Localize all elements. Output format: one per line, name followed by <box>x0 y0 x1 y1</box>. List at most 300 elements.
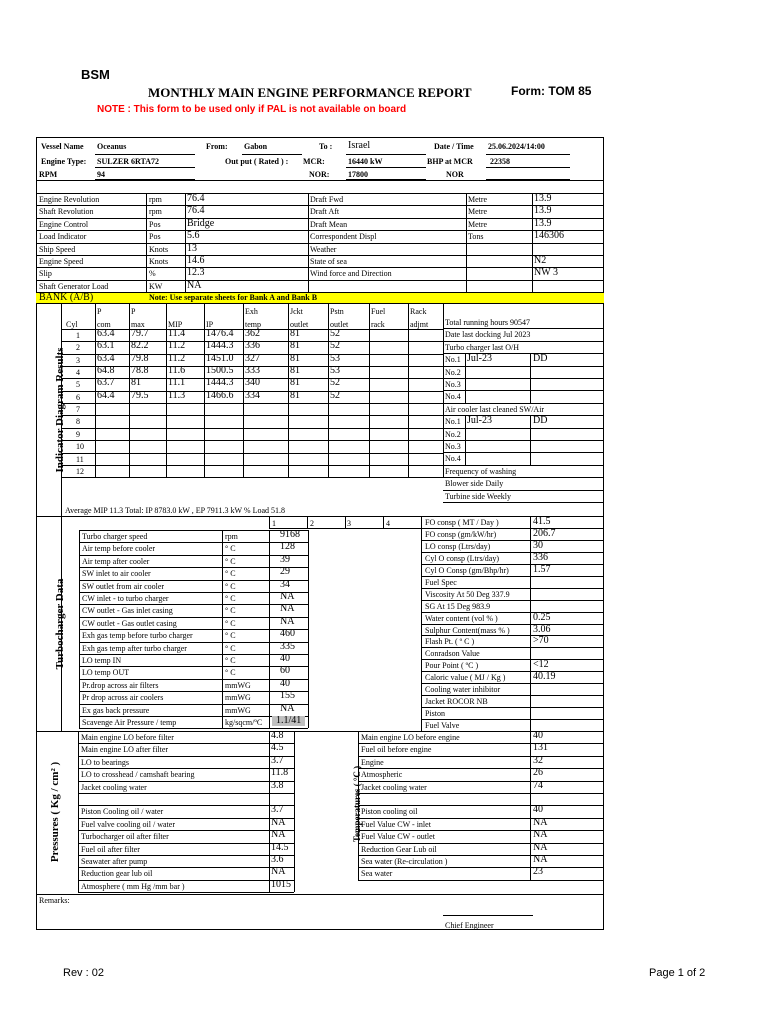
rpm-value: 94 <box>97 170 105 179</box>
to-port: Israel <box>348 140 371 151</box>
param-label: Load Indicator <box>39 232 87 242</box>
cylinder-value: 79.7 <box>131 328 149 339</box>
param-label: Correspondent Displ <box>310 232 377 242</box>
turbo-param-unit: ° C <box>225 581 236 591</box>
turbo-param-label: Ex gas back pressure <box>82 705 150 715</box>
fuel-value: 3.06 <box>533 623 551 635</box>
param-label: Ship Speed <box>39 244 76 254</box>
turbo-param-unit: ° C <box>225 606 236 616</box>
param-value: N2 <box>534 255 547 266</box>
grid-line <box>79 555 308 556</box>
indicator-header: P <box>131 307 136 316</box>
cylinder-value: 63.1 <box>97 340 115 352</box>
pressure-label: Reduction gear lub oil <box>81 869 153 879</box>
grid-line <box>443 440 604 441</box>
grid-line <box>79 530 80 728</box>
param-unit: rpm <box>149 195 162 204</box>
param-value: NW 3 <box>534 267 558 279</box>
pressure-value: 4.5 <box>271 742 284 754</box>
pressures-side-label: Pressures ( Kg / cm² ) <box>49 761 61 862</box>
cylinder-value: 11.6 <box>168 365 186 377</box>
cylinder-value: 52 <box>330 377 340 389</box>
tc-number: 1 <box>272 519 276 528</box>
param-label: State of sea <box>310 257 347 266</box>
tc-number: 4 <box>386 519 390 528</box>
indicator-header: Jckt <box>290 307 303 316</box>
cylinder-value: 340 <box>245 377 260 389</box>
param-label: Weather <box>310 244 337 254</box>
pressure-label: Fuel oil after filter <box>81 844 140 854</box>
grid-line <box>358 781 604 782</box>
cylinder-value: 53 <box>330 352 340 364</box>
fuel-label: Cyl O Consp (gm/Bhp/hr) <box>425 565 509 575</box>
grid-line <box>421 659 604 660</box>
turbo-param-value: 34 <box>280 578 290 590</box>
cylinder-value: 79.8 <box>131 352 149 364</box>
grid-line <box>443 465 604 466</box>
grid-line <box>358 805 604 806</box>
chief-engineer-label: Chief Engineer <box>445 921 494 930</box>
param-unit: Metre <box>468 219 488 229</box>
cylinder-value: 11.4 <box>168 328 186 339</box>
maintenance-item: No.1 <box>445 355 461 365</box>
turbo-param-unit: ° C <box>225 544 236 554</box>
pressure-value: 3.7 <box>271 754 284 766</box>
maintenance-item: No.1 <box>445 417 461 427</box>
turbo-param-label: CW outlet - Gas outlet casing <box>82 618 177 628</box>
grid-line <box>421 719 604 720</box>
company-name: BSM <box>81 67 110 82</box>
grid-line <box>222 530 223 728</box>
temperature-label: Jacket cooling water <box>361 782 427 792</box>
maintenance-item: Date last docking Jul 2023 <box>445 330 531 340</box>
cylinder-number: 5 <box>76 380 80 390</box>
grid-line <box>358 793 604 794</box>
grid-line <box>79 679 308 680</box>
grid-line <box>79 704 308 705</box>
cylinder-value: 81 <box>290 328 300 339</box>
bhp-label: BHP at MCR <box>427 157 473 166</box>
turbo-param-value: 60 <box>280 665 290 677</box>
pressure-value: 4.8 <box>271 730 284 741</box>
indicator-header: outlet <box>290 320 309 329</box>
temperature-value: NA <box>533 829 548 841</box>
turbo-param-unit: ° C <box>225 668 236 678</box>
cylinder-value: 81 <box>290 365 300 377</box>
grid-line <box>79 567 308 568</box>
turbo-param-unit: ° C <box>225 556 236 566</box>
cylinder-value: 63.4 <box>97 328 115 339</box>
cylinder-value: 63.4 <box>97 352 115 364</box>
grid-line <box>443 452 604 453</box>
nor-label: NOR: <box>309 170 330 179</box>
param-value: 13 <box>187 242 197 254</box>
cylinder-value: 362 <box>245 328 260 339</box>
param-value: NA <box>187 279 202 291</box>
param-unit: Metre <box>468 207 488 217</box>
fuel-value: <12 <box>533 659 549 671</box>
maintenance-item: Turbo charger last O/H <box>445 342 519 352</box>
grid-line <box>358 756 604 757</box>
cylinder-value: 11.1 <box>168 377 186 389</box>
grid-line <box>36 193 604 194</box>
grid-line <box>269 731 270 892</box>
grid-line <box>358 743 604 744</box>
temperature-value: 23 <box>533 866 543 878</box>
grid-line <box>294 731 295 892</box>
grid-line <box>421 528 604 529</box>
revision: Rev : 02 <box>63 967 104 979</box>
cylinder-value: 52 <box>330 389 340 401</box>
fuel-value: 0.25 <box>533 611 551 623</box>
fuel-value: 1.57 <box>533 563 551 575</box>
cylinder-number: 7 <box>76 405 80 415</box>
turbo-param-unit: ° C <box>225 569 236 579</box>
param-value: 13.9 <box>534 205 552 217</box>
cylinder-value: 1451.0 <box>206 352 234 364</box>
fuel-label: Fuel Valve <box>425 721 460 731</box>
datetime-label: Date / Time <box>434 142 474 151</box>
turbo-param-unit: mmWG <box>225 693 251 703</box>
maintenance-item: No.3 <box>445 442 461 451</box>
grid-line <box>36 255 604 256</box>
grid-line <box>78 843 294 844</box>
grid-line <box>421 683 604 684</box>
form-number: Form: TOM 85 <box>511 84 592 98</box>
fuel-label: Sulphur Content(mass % ) <box>425 625 510 635</box>
indicator-header: P <box>97 307 102 316</box>
fuel-label: SG At 15 Deg 983.9 <box>425 601 491 611</box>
grid-line <box>61 453 443 454</box>
fuel-value: 30 <box>533 539 543 551</box>
pressure-value: 3.8 <box>271 779 284 791</box>
turbo-param-label: CW outlet - Gas inlet casing <box>82 606 173 616</box>
param-unit: Knots <box>149 244 169 254</box>
pressure-value: 3.6 <box>271 854 284 865</box>
param-value: 13.9 <box>534 217 552 229</box>
grid-line <box>269 530 270 728</box>
cylinder-value: 52 <box>330 328 340 339</box>
grid-line <box>146 193 147 292</box>
fuel-label: Cooling water inhibitor <box>425 685 501 695</box>
grid-line <box>61 415 443 416</box>
param-label: Engine Control <box>39 219 89 229</box>
grid-line <box>443 341 604 342</box>
cylinder-value: 1444.3 <box>206 340 234 352</box>
param-label: Slip <box>39 269 52 279</box>
param-label: Draft Aft <box>310 207 340 217</box>
turbo-param-unit: ° C <box>225 643 236 653</box>
turbo-param-label: Scavenge Air Pressure / temp <box>82 718 177 727</box>
cylinder-value: 81 <box>290 389 300 401</box>
report-title: MONTHLY MAIN ENGINE PERFORMANCE REPORT <box>148 85 472 100</box>
note-text: NOTE : This form to be used only if PAL is not available on board <box>97 104 407 115</box>
fuel-value: 336 <box>533 551 548 563</box>
param-label: Draft Mean <box>310 219 348 229</box>
indicator-header: Pstn <box>330 307 344 316</box>
indicator-header: Rack <box>410 307 427 316</box>
maintenance-date: Jul-23 <box>467 415 492 427</box>
cylinder-value: 11.2 <box>168 340 186 352</box>
param-label: Engine Revolution <box>39 195 100 204</box>
pressure-label: Fuel valve cooling oil / water <box>81 819 175 829</box>
pressure-value: 14.5 <box>271 841 289 853</box>
temperature-label: Piston cooling oil <box>361 807 418 817</box>
param-value: 12.3 <box>187 267 205 279</box>
page-number: Page 1 of 2 <box>649 967 706 979</box>
pressure-label: Turbocharger oil after filter <box>81 832 169 842</box>
grid-line <box>307 516 308 528</box>
turbo-param-value: 335 <box>280 640 295 652</box>
to-label: To : <box>319 142 333 151</box>
grid-line <box>421 612 604 613</box>
grid-line <box>421 635 604 636</box>
temperature-label: Sea water <box>361 869 393 879</box>
grid-line <box>79 654 308 655</box>
grid-line <box>78 756 294 757</box>
grid-line <box>443 366 604 367</box>
turbo-param-label: Air temp before cooler <box>82 544 156 554</box>
grid-line <box>358 818 604 819</box>
temperature-value: NA <box>533 841 548 853</box>
grid-line <box>78 855 294 856</box>
maintenance-item: No.2 <box>445 429 461 439</box>
fuel-label: Jacket ROCOR NB <box>425 697 488 707</box>
cylinder-value: 1444.3 <box>206 377 234 389</box>
grid-line <box>466 193 467 292</box>
grid-line <box>443 428 604 429</box>
temperature-label: Reduction Gear Lub oil <box>361 844 437 854</box>
param-value: 14.6 <box>187 255 205 266</box>
indicator-header: max <box>131 320 145 329</box>
maintenance-type: DD <box>533 415 548 427</box>
rpm-label: RPM <box>39 170 58 179</box>
grid-line <box>79 592 308 593</box>
cylinder-value: 327 <box>245 352 260 364</box>
indicator-side-label: Indicator Diagram Results <box>54 347 66 473</box>
grid-line <box>61 465 443 466</box>
grid-line <box>443 378 604 379</box>
pressure-label: LO to crosshead / camshaft bearing <box>81 770 195 780</box>
bank-label: BANK (A/B) <box>39 292 94 303</box>
indicator-header: outlet <box>330 320 349 329</box>
average-summary: Average MIP 11.3 Total: IP 8783.0 kW , EP 7911.3 kW % Load 51.8 <box>65 506 286 515</box>
cylinder-value: 336 <box>245 340 260 352</box>
pressure-label: Atmosphere ( mm Hg /mm bar ) <box>81 881 185 891</box>
turbo-param-unit: mmWG <box>225 680 251 690</box>
tc-number: 3 <box>347 519 351 528</box>
fuel-value: >70 <box>533 635 549 647</box>
turbo-param-label: Air temp after cooler <box>82 556 150 566</box>
grid-line <box>421 552 604 553</box>
grid-line <box>358 855 604 856</box>
pressure-value: 3.7 <box>271 804 284 816</box>
pressure-value: 11.8 <box>271 767 289 779</box>
maintenance-item: Frequency of washing <box>445 466 517 476</box>
fuel-label: Flash Pt. ( º C ) <box>425 637 475 647</box>
turbo-param-unit: rpm <box>225 532 238 541</box>
param-unit: rpm <box>149 207 162 217</box>
maintenance-item: Air cooler last cleaned SW/Air <box>445 404 545 414</box>
cylinder-value: 78.8 <box>131 365 149 377</box>
bank-note: Note: Use separate sheets for Bank A and Bank B <box>149 293 318 302</box>
fuel-label: LO consp (Ltrs/day) <box>425 541 491 551</box>
fuel-label: Viscosity At 50 Deg 337.9 <box>425 589 510 599</box>
cylinder-number: 10 <box>76 442 84 452</box>
indicator-header: rack <box>371 320 385 329</box>
param-value: 76.4 <box>187 205 205 217</box>
cylinder-number: 2 <box>76 343 80 353</box>
turbo-param-value: NA <box>280 591 295 602</box>
cylinder-value: 81 <box>131 377 141 389</box>
maintenance-item: No.4 <box>445 392 461 402</box>
grid-line <box>358 768 604 769</box>
temperature-value: NA <box>533 854 548 865</box>
fuel-value: 206.7 <box>533 527 556 539</box>
maintenance-item: Blower side Daily <box>445 479 504 489</box>
grid-line <box>78 867 294 868</box>
maintenance-item: No.2 <box>445 367 461 377</box>
cylinder-value: 82.2 <box>131 340 149 352</box>
param-value: 146306 <box>534 230 564 242</box>
turbo-param-label: CW inlet - to turbo charger <box>82 594 169 603</box>
turbo-param-label: SW inlet to air cooler <box>82 569 151 579</box>
param-unit: % <box>149 269 156 279</box>
grid-line <box>269 516 270 528</box>
grid-line <box>79 580 308 581</box>
nor-label-2: NOR <box>446 170 464 179</box>
fuel-label: Fuel Spec <box>425 577 457 587</box>
grid-line <box>78 880 294 881</box>
from-port: Gabon <box>244 142 268 151</box>
indicator-header: MIP <box>168 320 183 329</box>
cylinder-value: 1466.6 <box>206 389 234 401</box>
engine-type-label: Engine Type: <box>41 157 87 166</box>
grid-line <box>79 666 308 667</box>
turbo-param-unit: mmWG <box>225 705 251 715</box>
grid-line <box>78 768 294 769</box>
param-value: 13.9 <box>534 193 552 204</box>
pressure-label: Jacket cooling water <box>81 782 147 792</box>
temperature-value: 40 <box>533 730 543 741</box>
grid-line <box>36 230 604 231</box>
remarks-label: Remarks: <box>39 896 70 905</box>
turbocharger-side-label: Turbocharger Data <box>54 578 66 669</box>
param-label: Shaft Generator Load <box>39 281 109 291</box>
grid-line <box>78 793 294 794</box>
turbo-param-value: NA <box>280 615 295 627</box>
turbo-param-value: NA <box>280 702 295 714</box>
param-label: Draft Fwd <box>310 195 344 204</box>
cylinder-value: 11.2 <box>168 352 186 364</box>
tc-number: 2 <box>310 519 314 528</box>
grid-line <box>61 440 443 441</box>
maintenance-item: Total running hours 90547 <box>445 318 530 327</box>
grid-line <box>358 880 604 881</box>
temperature-label: Fuel Value CW - outlet <box>361 832 435 842</box>
cylinder-number: 8 <box>76 417 80 427</box>
fuel-value: 41.5 <box>533 516 551 527</box>
grid-line <box>36 243 604 244</box>
grid-line <box>345 516 346 528</box>
pressure-value: 1015 <box>271 878 291 890</box>
indicator-header: Exh <box>245 307 258 316</box>
fuel-label: Piston <box>425 709 446 719</box>
vessel-name-label: Vessel Name <box>41 142 84 151</box>
turbo-param-unit: ° C <box>225 618 236 628</box>
param-unit: Metre <box>468 195 488 204</box>
turbo-param-value: 9168 <box>280 529 300 540</box>
maintenance-item: No.4 <box>445 454 461 464</box>
grid-line <box>79 604 308 605</box>
grid-line <box>421 707 604 708</box>
param-label: Shaft Revolution <box>39 207 94 217</box>
cylinder-value: 53 <box>330 365 340 377</box>
turbo-param-label: Exh gas temp after turbo charger <box>82 643 187 653</box>
cylinder-value: 11.3 <box>168 389 186 401</box>
grid-line <box>36 280 604 281</box>
grid-line <box>36 218 604 219</box>
grid-line <box>308 530 309 728</box>
grid-line <box>421 671 604 672</box>
indicator-header: Cyl <box>66 320 78 329</box>
pressure-label: LO to bearings <box>81 757 129 767</box>
vessel-name: Oceanus <box>97 142 127 151</box>
temperature-value: 74 <box>533 779 543 791</box>
turbo-param-label: Exh gas temp before turbo charger <box>82 631 193 641</box>
pressure-label: Seawater after pump <box>81 857 148 866</box>
grid-line <box>530 353 531 403</box>
grid-line <box>443 328 604 329</box>
param-label: Engine Speed <box>39 257 84 266</box>
grid-line <box>36 516 604 517</box>
grid-line <box>79 617 308 618</box>
grid-line <box>443 490 604 491</box>
turbo-param-value: 40 <box>280 677 290 689</box>
cylinder-number: 1 <box>76 331 80 340</box>
turbo-param-value: 460 <box>280 628 295 640</box>
grid-line <box>308 193 309 292</box>
grid-line <box>78 743 294 744</box>
indicator-header: com <box>97 320 111 329</box>
param-unit: Pos <box>149 219 161 229</box>
turbo-param-label: Pr.drop across air filters <box>82 680 159 690</box>
turbo-param-label: LO temp OUT <box>82 668 130 678</box>
param-unit: Tons <box>468 232 484 242</box>
pressure-label: Main engine LO after filter <box>81 745 169 755</box>
indicator-header: adjmt <box>410 320 429 329</box>
grid-line <box>79 642 308 643</box>
temperature-value: NA <box>533 816 548 828</box>
turbo-param-value: 128 <box>280 541 295 553</box>
param-value: 76.4 <box>187 193 205 204</box>
pressure-label: Piston Cooling oil / water <box>81 807 164 817</box>
cylinder-number: 6 <box>76 392 80 402</box>
grid-line <box>79 691 308 692</box>
bank-row <box>36 292 604 304</box>
temperature-label: Engine <box>361 757 384 767</box>
grid-line <box>383 516 384 528</box>
mcr-label: MCR: <box>303 157 325 166</box>
grid-line <box>358 867 604 868</box>
grid-line <box>443 477 604 478</box>
cylinder-number: 11 <box>76 454 84 464</box>
grid-line <box>421 695 604 696</box>
maintenance-item: No.3 <box>445 380 461 389</box>
cylinder-number: 4 <box>76 368 80 378</box>
cylinder-value: 81 <box>290 377 300 389</box>
turbo-param-unit: ° C <box>225 656 236 665</box>
